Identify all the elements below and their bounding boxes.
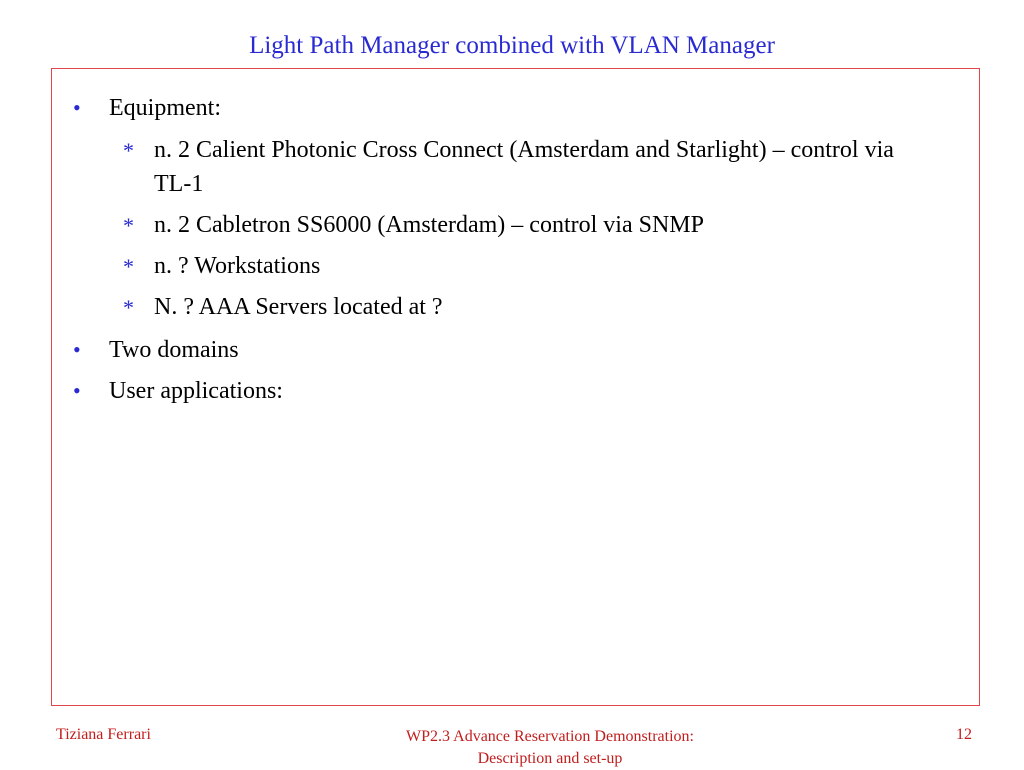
footer-title-line1: WP2.3 Advance Reservation Demonstration: bbox=[406, 728, 694, 745]
bullet-marker: • bbox=[73, 95, 81, 120]
sub-bullet-marker: * bbox=[123, 138, 134, 163]
slide-title: Light Path Manager combined with VLAN Manager bbox=[249, 32, 775, 59]
footer-presentation-title bbox=[330, 726, 770, 770]
bullet-text: User applications: bbox=[109, 378, 283, 404]
sub-bullet-text: N. ? AAA Servers located at ? bbox=[154, 294, 443, 320]
bullet-marker: • bbox=[73, 337, 81, 362]
sub-bullet-list bbox=[52, 133, 979, 324]
sub-bullet-marker: * bbox=[123, 254, 134, 279]
page-number: 12 bbox=[956, 726, 972, 743]
bullet-marker: • bbox=[73, 378, 81, 403]
sub-bullet-text: n. ? Workstations bbox=[154, 253, 321, 279]
sub-bullet-marker: * bbox=[123, 213, 134, 238]
bullet-item-equipment bbox=[52, 93, 979, 324]
footer-title-line2: Description and set-up bbox=[477, 750, 623, 767]
bullet-item-two-domains bbox=[52, 335, 979, 365]
sub-bullet-item bbox=[52, 208, 979, 242]
sub-bullet-text: n. 2 Calient Photonic Cross Connect (Amsterdam and Starlight) – control via TL-1 bbox=[154, 137, 894, 197]
sub-bullet-marker: * bbox=[123, 295, 134, 320]
footer-author: Tiziana Ferrari bbox=[56, 726, 151, 743]
sub-bullet-item bbox=[52, 290, 979, 324]
sub-bullet-item bbox=[52, 133, 979, 201]
sub-bullet-item bbox=[52, 249, 979, 283]
sub-bullet-text: n. 2 Cabletron SS6000 (Amsterdam) – control via SNMP bbox=[154, 212, 704, 238]
content-box bbox=[51, 68, 980, 706]
bullet-text: Equipment: bbox=[109, 95, 221, 121]
bullet-item-user-applications bbox=[52, 376, 979, 406]
bullet-list bbox=[52, 93, 979, 417]
bullet-text: Two domains bbox=[109, 337, 239, 363]
